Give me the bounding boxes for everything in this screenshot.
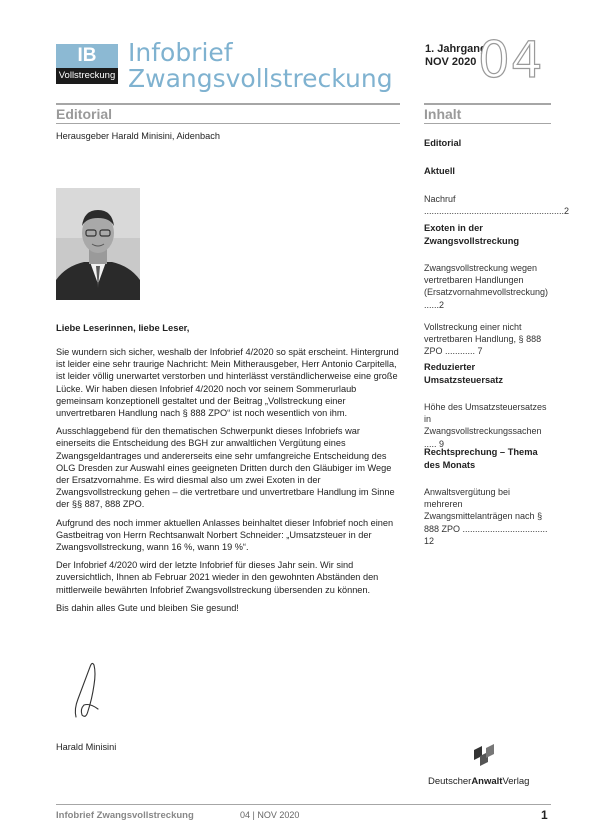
paragraph: Bis dahin alles Gute und bleiben Sie gesund! xyxy=(56,602,239,613)
publisher-line: Herausgeber Harald Minisini, Aidenbach xyxy=(56,131,220,141)
toc-section-title: Editorial xyxy=(424,138,462,148)
toc-entry[interactable]: Nachruf ........................................................2 xyxy=(424,193,570,216)
paragraph: Der Infobrief 4/2020 wird der letzte Infobrief für dieses Jahr sein. Wir sind zuversichtlich, Ihnen ab Februar 2021 wieder in den gewohnten Abständen den mittlerweile bewährten Infobrief Zwangsvollstreckung übersenden zu können. xyxy=(56,560,379,595)
publisher-logo-part3: Verlag xyxy=(502,776,530,787)
handwritten-signature xyxy=(68,655,108,730)
editorial-heading: Editorial xyxy=(56,106,113,122)
publisher-logo-icon xyxy=(472,744,496,775)
portrait-photo xyxy=(56,188,140,300)
toc-entry[interactable]: Höhe des Umsatzsteuersatzes in Zwangsvollstreckungssachen ..... 9 xyxy=(424,402,547,449)
publisher-logo xyxy=(428,776,529,787)
title-line-2: Zwangsvollstreckung xyxy=(128,64,393,93)
editorial-body xyxy=(56,346,401,620)
editorial-divider xyxy=(56,103,400,105)
toc-divider xyxy=(424,103,551,105)
issue-date: NOV 2020 xyxy=(425,56,477,68)
toc-section-title: Reduzierter Umsatzsteuersatz xyxy=(424,362,504,385)
newsletter-title xyxy=(128,40,393,92)
toc-section-rechtsprechung[interactable] xyxy=(424,446,551,547)
title-line-1: Infobrief xyxy=(128,38,233,67)
greeting: Liebe Leserinnen, liebe Leser, xyxy=(56,322,190,333)
toc-section-title: Aktuell xyxy=(424,166,455,176)
toc-section-aktuell[interactable] xyxy=(424,165,570,217)
footer-divider xyxy=(56,804,551,805)
toc-entry[interactable]: Vollstreckung einer nicht vertretbaren Handlung, § 888 ZPO ............ 7 xyxy=(424,321,542,357)
jahrgang: 1. Jahrgang xyxy=(425,43,487,55)
publisher-logo-part1: Deutscher xyxy=(428,776,472,787)
logo-vollstreckung: Vollstreckung xyxy=(56,68,118,84)
paragraph: Ausschlaggebend für den thematischen Schwerpunkt dieses Infobriefs war einerseits die Entscheidung des BGH zur anwaltlichen Vergütung eines Zwangsgeldantrages und andererseits eine sehr umfangreiche Entscheidung des OLG Dresden zur Auswahl eines geeigneten Dritten durch den Gläubiger im Wege der Ersatzvornahme. Es wird diesmal also um zwei Exoten in der Zwangsvollstreckung gehen – die vertretbare und unvertretbare Handlung im Sinne der §§ 887, 888 ZPO. xyxy=(56,426,395,510)
toc-section-umsatzsteuer[interactable] xyxy=(424,361,551,450)
page-number: 1 xyxy=(541,808,548,822)
logo-ib: IB xyxy=(56,44,118,68)
toc-entry[interactable]: Anwaltsvergütung bei mehreren Zwangsmittelanträgen nach § 888 ZPO .................................. 12 xyxy=(424,487,548,546)
footer-issue: 04 | NOV 2020 xyxy=(240,810,300,820)
paragraph: Sie wundern sich sicher, weshalb der Infobrief 4/2020 so spät erscheint. Hintergrund ist leider eine sehr traurige Nachricht: Mein Mitherausgeber, Herr Antonio Carpitella, ist leider völlig unerwartet verstorben und hinterlässt verständlicherweise eine große Lücke. Wir haben diesen Infobrief 4/2020 noch vor seinem Sommerurlaub gemeinsam konzeptionell gestaltet und der Beitrag „Vollstreckung einer unvertretbaren Handlung nach § 888 ZPO“ ist noch wesentlich von ihm. xyxy=(56,347,399,419)
paragraph: Aufgrund des noch immer aktuellen Anlasses beinhaltet dieser Infobrief noch einen Gastbeitrag von Herrn Rechtsanwalt Norbert Schneider: „Umsatzsteuer in der Zwangsvollstreckung, wann 16 %, wann 19 %“. xyxy=(56,517,394,553)
toc-underline xyxy=(424,123,551,124)
footer-title: Infobrief Zwangsvollstreckung xyxy=(56,810,194,821)
toc-entry[interactable]: Zwangsvollstreckung wegen vertretbaren Handlungen (Ersatzvornahmevollstreckung) ......2 xyxy=(424,263,549,310)
toc-section-editorial[interactable] xyxy=(424,137,551,150)
toc-section-title: Rechtsprechung – Thema des Monats xyxy=(424,447,538,470)
publisher-logo-part2: Anwalt xyxy=(471,776,503,787)
toc-heading: Inhalt xyxy=(424,106,462,122)
editorial-underline xyxy=(56,123,400,124)
issue-number: 04 xyxy=(478,31,544,89)
signature-name: Harald Minisini xyxy=(56,742,117,752)
toc-section-title: Exoten in der Zwangsvollstreckung xyxy=(424,223,520,246)
toc-section-exoten[interactable] xyxy=(424,222,551,357)
